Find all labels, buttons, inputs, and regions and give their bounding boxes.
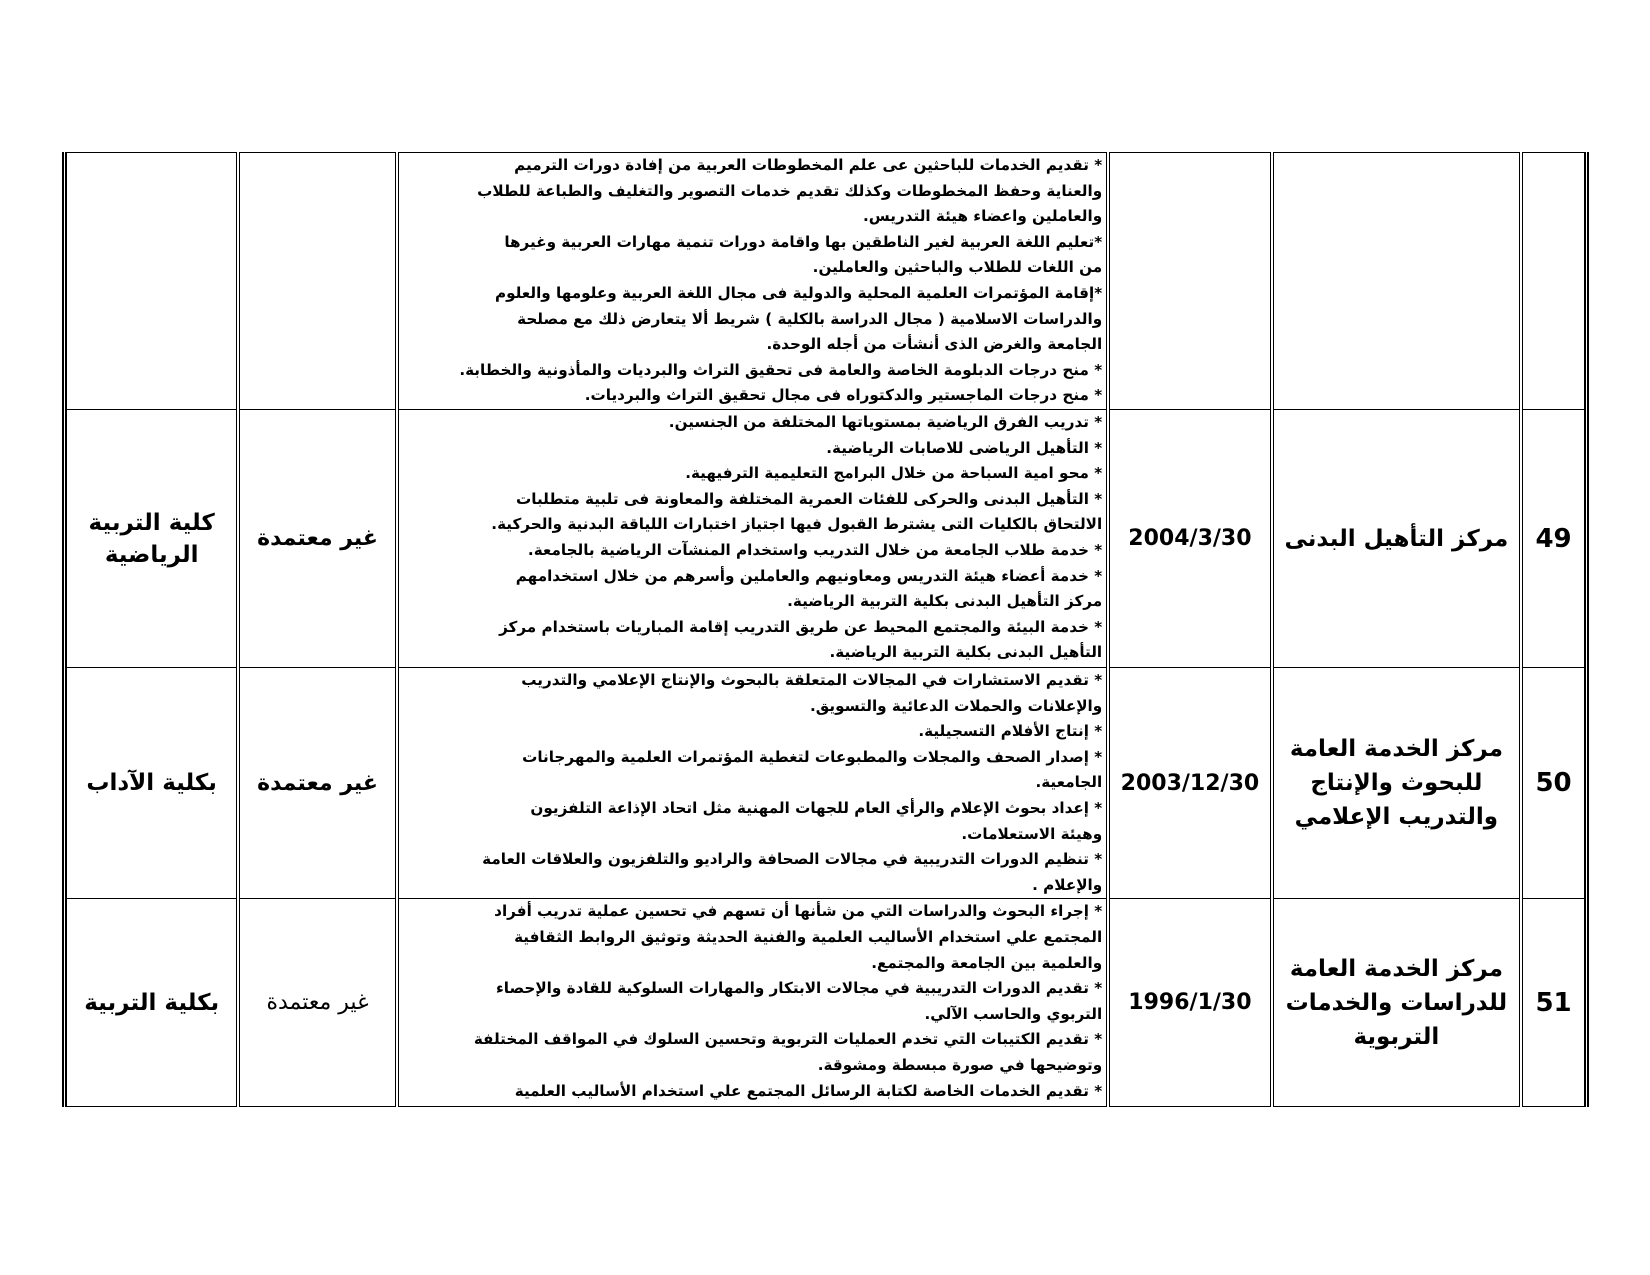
- center-name: [1272, 153, 1521, 410]
- faculty-name: [65, 153, 239, 410]
- establishment-date: 2003/12/30: [1108, 668, 1272, 899]
- activity-line: من اللغات للطلاب والباحثين والعاملين.: [812, 258, 1103, 277]
- activity-line: * إصدار الصحف والمجلات والمطبوعات لتغطية المؤتمرات العلمية والمهرجانات: [522, 747, 1103, 766]
- establishment-date: [1108, 153, 1272, 410]
- activity-line: * خدمة أعضاء هيئة التدريس ومعاونيهم والعاملين وأسرهم من خلال استخدامهم: [515, 566, 1103, 585]
- activity-line: * تدريب الفرق الرياضية بمستوياتها المختلفة من الجنسين.: [668, 413, 1103, 431]
- faculty-name: بكلية التربية: [65, 899, 239, 1107]
- accreditation-status: غير معتمدة: [238, 668, 396, 899]
- table-row: [65, 899, 1587, 1107]
- faculty-name: كلية التربية الرياضية: [65, 410, 239, 668]
- faculty-name: بكلية الآداب: [65, 668, 239, 899]
- activity-line: * التأهيل البدنى والحركى للفئات العمرية المختلفة والمعاونة فى تلبية متطلبات: [516, 489, 1103, 508]
- activity-line: * تقديم الكتيبات التي تخدم العمليات التربوية وتحسين السلوك في المواقف المختلفة: [473, 1030, 1103, 1049]
- table-row: [65, 153, 1587, 410]
- activity-line: وتوضيحها في صورة مبسطة ومشوقة.: [817, 1055, 1103, 1074]
- table-row: [65, 668, 1587, 899]
- activity-line: الجامعة والغرض الذى أنشأت من أجله الوحدة.: [766, 335, 1103, 354]
- row-number: 51: [1521, 899, 1586, 1107]
- activities-cell: [397, 153, 1108, 410]
- activity-line: * محو امية السباحة من خلال البرامج التعليمية الترفيهية.: [685, 464, 1103, 483]
- activity-line: * تقديم الخدمات الخاصة لكتابة الرسائل المجتمع علي استخدام الأساليب العلمية: [514, 1081, 1103, 1100]
- activity-line: * تقديم الخدمات للباحثين عى علم المخطوطات العربية من إفادة دورات الترميم: [514, 156, 1103, 174]
- activity-line: التأهيل البدنى بكلية التربية الرياضية.: [829, 643, 1103, 662]
- accreditation-status: غير معتمدة: [238, 899, 396, 1107]
- activity-line: * تقديم الدورات التدريبية في مجالات الابتكار والمهارات السلوكية للقادة والإحصاء: [495, 979, 1103, 998]
- activity-line: والعناية وحفظ المخطوطات وكذلك تقديم خدمات التصوير والتغليف والطباعة للطلاب: [477, 181, 1103, 200]
- activity-line: * منح درجات الماجستير والدكتوراه فى مجال تحقيق التراث والبرديات.: [584, 386, 1103, 405]
- activities-cell: [397, 899, 1108, 1107]
- activity-line: وهيئة الاستعلامات.: [961, 824, 1103, 843]
- establishment-date: 2004/3/30: [1108, 410, 1272, 668]
- center-name: مركز التأهيل البدنى: [1272, 410, 1521, 668]
- accreditation-status: [238, 153, 396, 410]
- row-number: 50: [1521, 668, 1586, 899]
- activity-line: *إقامة المؤتمرات العلمية المحلية والدولية فى مجال اللغة العربية وعلومها والعلوم: [494, 283, 1103, 302]
- activity-line: * منح درجات الدبلومة الخاصة والعامة فى تحقيق التراث والبرديات والمأذونية والخطابة.: [459, 360, 1103, 379]
- activity-line: * خدمة طلاب الجامعة من خلال التدريب واستخدام المنشآت الرياضية بالجامعة.: [527, 540, 1103, 559]
- activity-line: * إنتاج الأفلام التسجيلية.: [918, 722, 1103, 741]
- establishment-date: 1996/1/30: [1108, 899, 1272, 1107]
- row-number: 49: [1521, 410, 1586, 668]
- activity-line: والدراسات الاسلامية ( مجال الدراسة بالكلية ) شريط ألا يتعارض ذلك مع مصلحة: [517, 309, 1103, 328]
- activity-line: الجامعية.: [1035, 773, 1103, 792]
- activity-line: * إعداد بحوث الإعلام والرأي العام للجهات المهنية مثل اتحاد الإذاعة التلفزيون: [530, 798, 1103, 817]
- activities-cell: [397, 410, 1108, 668]
- activity-line: الالتحاق بالكليات التى يشترط القبول فيها اجتياز اختبارات اللياقة البدنية والحركية.: [491, 515, 1103, 534]
- activity-line: *تعليم اللغة العربية لغير الناطقين بها واقامة دورات تنمية مهارات العربية وغيرها: [504, 232, 1103, 251]
- activity-line: والإعلانات والحملات الدعائية والتسويق.: [809, 696, 1103, 715]
- table-body: [65, 153, 1587, 1107]
- activities-cell: [397, 668, 1108, 899]
- accreditation-status: غير معتمدة: [238, 410, 396, 668]
- row-number: [1521, 153, 1586, 410]
- activity-line: * تنظيم الدورات التدريبية في مجالات الصحافة والراديو والتلفزيون والعلاقات العامة: [482, 850, 1103, 869]
- activity-line: والإعلام .: [1032, 875, 1103, 894]
- activity-line: * التأهيل الرياضى للاصابات الرياضية.: [826, 438, 1103, 457]
- activity-line: * تقديم الاستشارات في المجالات المتعلقة بالبحوث والإنتاج الإعلامي والتدريب: [521, 671, 1103, 689]
- activity-line: والعاملين واعضاء هيئة التدريس.: [863, 207, 1103, 226]
- activity-line: التربوي والحاسب الآلي.: [924, 1004, 1103, 1023]
- table-row: [65, 410, 1587, 668]
- center-name: مركز الخدمة العامة للدراسات والخدمات التربوية: [1272, 899, 1521, 1107]
- activity-line: * إجراء البحوث والدراسات التي من شأنها أن تسهم في تحسين عملية تدريب أفراد: [494, 902, 1103, 921]
- activity-line: والعلمية بين الجامعة والمجتمع.: [871, 953, 1103, 972]
- activity-line: * خدمة البيئة والمجتمع المحيط عن طريق التدريب إقامة المباريات باستخدام مركز: [499, 617, 1103, 636]
- activity-line: مركز التأهيل البدنى بكلية التربية الرياضية.: [787, 592, 1103, 611]
- center-name: مركز الخدمة العامة للبحوث والإنتاج والتدريب الإعلامي: [1272, 668, 1521, 899]
- centers-table: [62, 152, 1589, 1107]
- activity-line: المجتمع علي استخدام الأساليب العلمية والفنية الحديثة وتوثيق الروابط الثقافية: [514, 927, 1103, 946]
